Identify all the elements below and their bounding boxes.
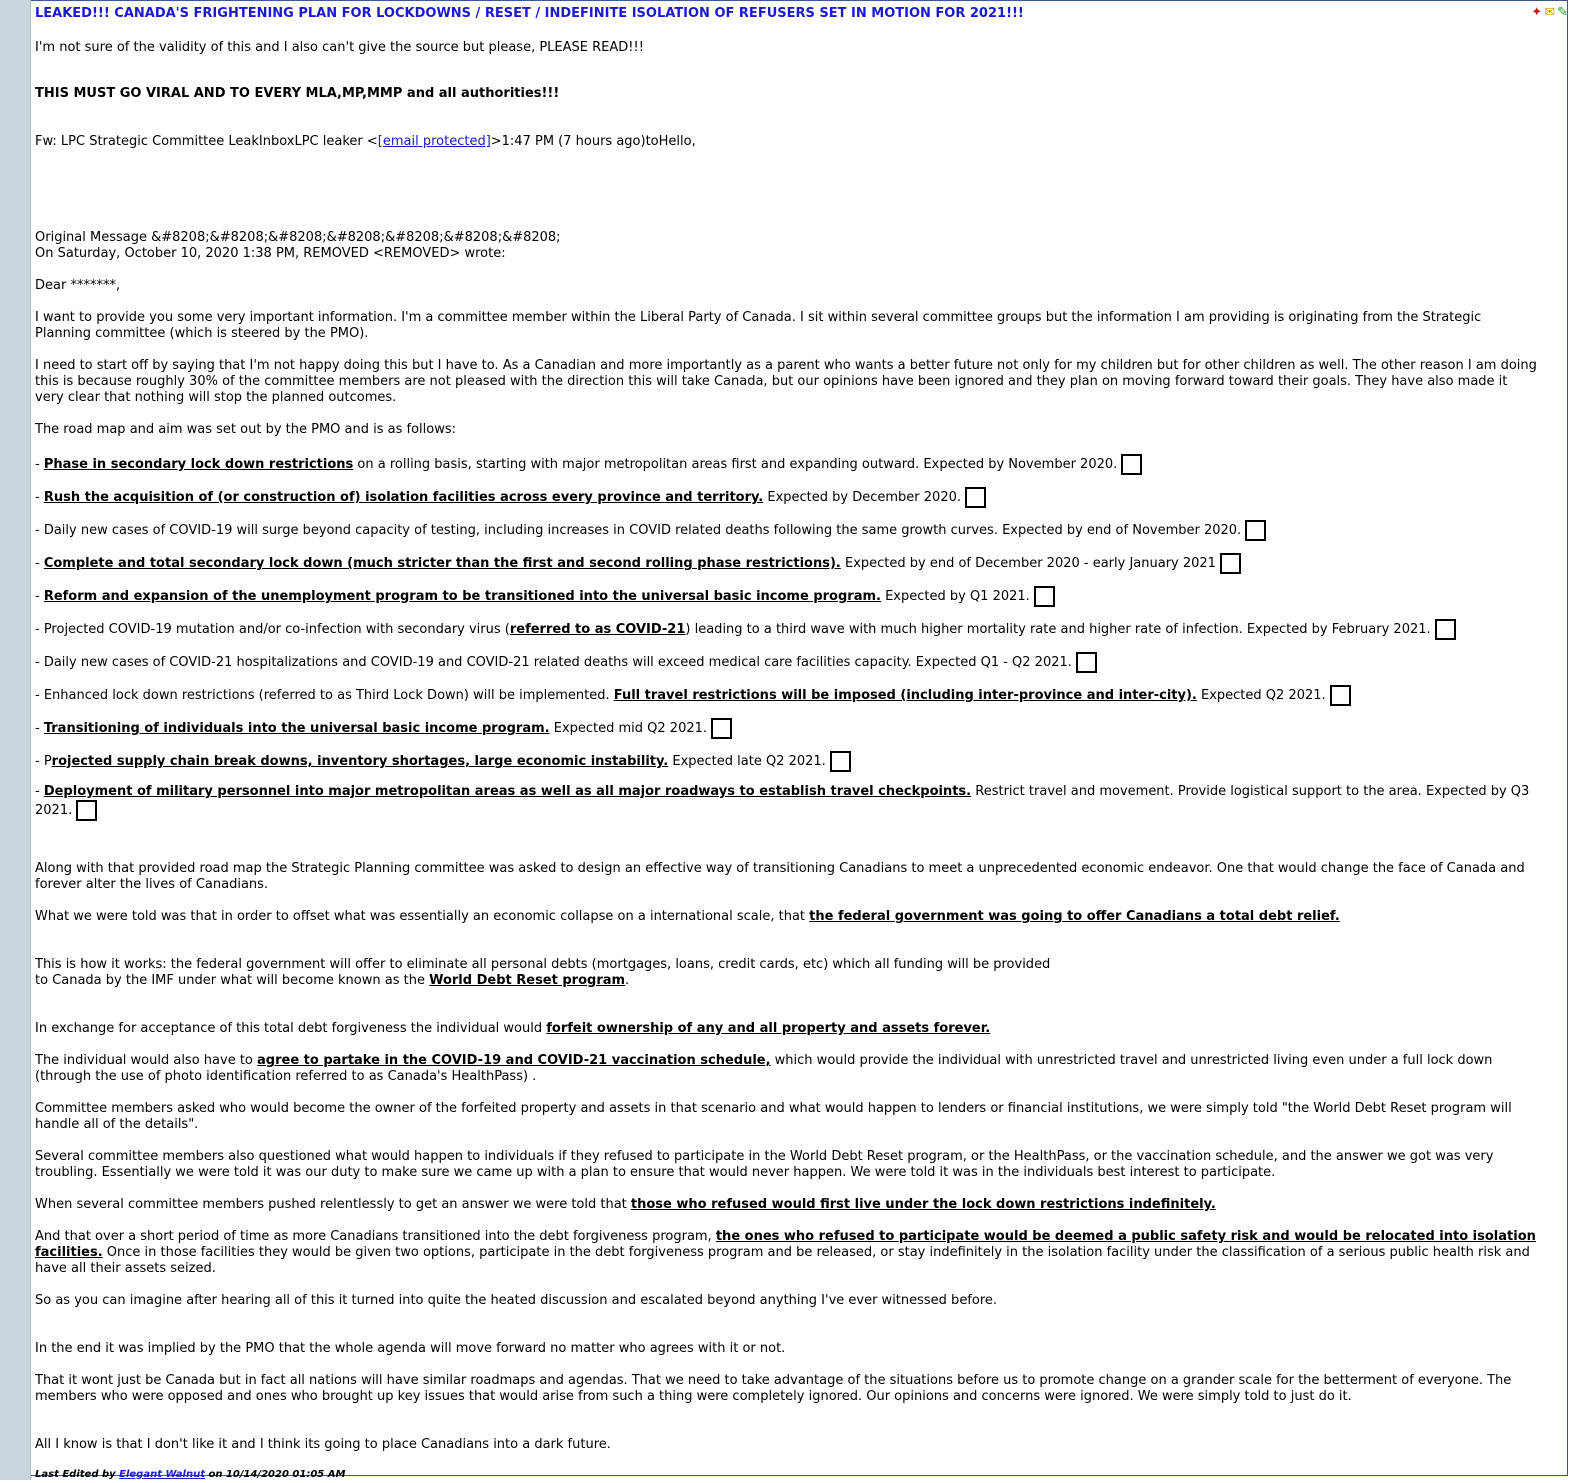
post-title: LEAKED!!! CANADA'S FRIGHTENING PLAN FOR LOCKDOWNS / RESET / INDEFINITE ISOLATION OF REFUSERS SET IN MOTION FOR 2021!!! — [35, 6, 1024, 21]
checkbox[interactable] — [1330, 685, 1351, 706]
roadmap-item: - Deployment of military personnel into major metropolitan areas as well as all major roadways to establish travel checkpoints. Restrict travel and movement. Provide logistical support to the area. Expected by Q3 2021. — [35, 784, 1540, 821]
roadmap-item: - Daily new cases of COVID-21 hospitalizations and COVID-19 and COVID-21 related deaths will exceed medical care facilities capacity. Expected Q1 - Q2 2021. — [35, 652, 1540, 673]
viral-text: THIS MUST GO VIRAL AND TO EVERY MLA,MP,MMP and all authorities!!! — [35, 86, 560, 101]
checkbox[interactable] — [1076, 652, 1097, 673]
paragraph-9: Committee members asked who would become the owner of the forfeited property and assets in that scenario and what would happen to lenders or financial institutions, we were simply told "the World Debt Reset program will handle all of the details". — [35, 1101, 1512, 1132]
roadmap-item: - Complete and total secondary lock down (much stricter than the first and second rolling phase restrictions). Expected by end of December 2020 - early January 2021 — [35, 553, 1540, 574]
paragraph-5: What we were told was that in order to offset what was essentially an economic collapse on a international scale, that the federal government was going to offer Canadians a total debt relief. — [35, 909, 1340, 924]
roadmap-item: - Enhanced lock down restrictions (referred to as Third Lock Down) will be implemented. Full travel restrictions will be imposed (including inter-province and inter-city). Expected Q2 2021. — [35, 685, 1540, 706]
roadmap-item: - Daily new cases of COVID-19 will surge beyond capacity of testing, including increases in COVID related deaths following the same growth curves. Expected by end of November 2020. — [35, 520, 1540, 541]
post-body — [35, 5, 1543, 1483]
author-link[interactable]: Elegant Walnut — [119, 1469, 205, 1480]
paragraph-13: So as you can imagine after hearing all of this it turned into quite the heated discussion and escalated beyond anything I've ever witnessed before. — [35, 1293, 998, 1308]
paragraph-10: Several committee members also questioned what would happen to individuals if they refused to participate in the World Debt Reset program, or the HealthPass, or the vaccination schedule, and the answer we got was very troubling. Essentially we were told it was our duty to make sure we came up with a plan to ensure that would never happen. We were told it was in the individuals best interest to participate. — [35, 1149, 1494, 1180]
checkbox[interactable] — [1435, 619, 1456, 640]
roadmap-item: - Transitioning of individuals into the universal basic income program. Expected mid Q2 2021. — [35, 718, 1540, 739]
paragraph-1: I want to provide you some very important information. I'm a committee member within the Liberal Party of Canada. I sit within several committee groups but the information I am providing is originating from the Strategic Planning committee (which is steered by the PMO). — [35, 310, 1482, 341]
roadmap-item: - Projected COVID-19 mutation and/or co-infection with secondary virus (referred to as COVID-21) leading to a third wave with much higher mortality rate and higher rate of infection. Expected by February 2021. — [35, 619, 1540, 640]
checkbox[interactable] — [1220, 553, 1241, 574]
original-message: Original Message &#8208;&#8208;&#8208;&#8208;&#8208;&#8208;&#8208; On Saturday, October 10, 2020 1:38 PM, REMOVED <REMOVED> wrote: — [35, 230, 561, 261]
checkbox[interactable] — [1245, 520, 1266, 541]
quote-icon[interactable]: ✉ — [1544, 5, 1556, 20]
paragraph-2: I need to start off by saying that I'm not happy doing this but I have to. As a Canadian and more importantly as a parent who wants a better future not only for my children but for other children as well. The other reason I am doing this is because roughly 30% of the committee members are not pleased with the direction this will take Canada, but our opinions have been ignored and they plan on moving forward toward their goals. They have also made it very clear that nothing will stop the planned outcomes. — [35, 358, 1537, 405]
paragraph-6: This is how it works: the federal government will offer to eliminate all personal debts (mortgages, loans, credit cards, etc) which all funding will be provided to Canada by the IMF under what will become known as the World Debt Reset program. — [35, 957, 1051, 988]
paragraph-15: That it wont just be Canada but in fact all nations will have similar roadmaps and agendas. That we need to take advantage of the situations before us to promote change on a grander scale for the betterment of everyone. The members who were opposed and ones who brought up key issues that would arise from such a thing were completely ignored. Our opinions and concerns were ignored. We were simply told to just do it. — [35, 1373, 1512, 1404]
left-sidebar — [0, 0, 31, 1480]
paragraph-7: In exchange for acceptance of this total debt forgiveness the individual would forfeit ownership of any and all property and assets forever. — [35, 1021, 991, 1036]
reply-icon[interactable]: ✎ — [1557, 5, 1568, 20]
last-edited: Last Edited by Elegant Walnut on 10/14/2020 01:05 AM — [35, 1469, 346, 1480]
paragraph-12: And that over a short period of time as more Canadians transitioned into the debt forgiveness program, the ones who refused to participate would be deemed a public safety risk and would be relocated into isolation facilities. Once in those facilities they would be given two options, participate in the debt forgiveness program and be released, or stay indefinitely in the isolation facility under the classification of a serious public health risk and have all their assets seized. — [35, 1229, 1536, 1276]
paragraph-8: The individual would also have to agree to partake in the COVID-19 and COVID-21 vaccination schedule, which would provide the individual with unrestricted travel and unrestricted living even under a full lock down (through the use of photo identification referred to as Canada's HealthPass) . — [35, 1053, 1493, 1084]
checkbox[interactable] — [76, 800, 97, 821]
paragraph-4: Along with that provided road map the Strategic Planning committee was asked to design an effective way of transitioning Canadians to meet a unprecedented economic endeavor. One that would change the face of Canada and forever alter the lives of Canadians. — [35, 861, 1525, 892]
roadmap-item: - Reform and expansion of the unemployment program to be transitioned into the universal basic income program. Expected by Q1 2021. — [35, 586, 1540, 607]
paragraph-16: All I know is that I don't like it and I think its going to place Canadians into a dark future. — [35, 1437, 611, 1452]
roadmap-item: - Projected supply chain break downs, inventory shortages, large economic instability. Expected late Q2 2021. — [35, 751, 1540, 772]
paragraph-3: The road map and aim was set out by the PMO and is as follows: — [35, 422, 457, 437]
roadmap-list — [35, 454, 1540, 821]
greeting: Dear *******, — [35, 278, 121, 293]
email-link[interactable]: [email protected] — [377, 134, 491, 149]
roadmap-item: - Phase in secondary lock down restrictions on a rolling basis, starting with major metropolitan areas first and expanding outward. Expected by November 2020. — [35, 454, 1540, 475]
checkbox[interactable] — [830, 751, 851, 772]
checkbox[interactable] — [1121, 454, 1142, 475]
paragraph-14: In the end it was implied by the PMO that the whole agenda will move forward no matter who agrees with it or not. — [35, 1341, 786, 1356]
checkbox[interactable] — [1034, 586, 1055, 607]
paragraph-11: When several committee members pushed relentlessly to get an answer we were told that those who refused would first live under the lock down restrictions indefinitely. — [35, 1197, 1216, 1212]
spacer — [35, 166, 1540, 230]
checkbox[interactable] — [965, 487, 986, 508]
pin-icon[interactable]: ✦ — [1531, 5, 1543, 20]
intro-text: I'm not sure of the validity of this and I also can't give the source but please, PLEASE READ!!! — [35, 40, 644, 55]
forward-line: Fw: LPC Strategic Committee LeakInboxLPC leaker <[email protected]>1:47 PM (7 hours ago)toHello, — [35, 134, 696, 149]
checkbox[interactable] — [711, 718, 732, 739]
roadmap-item: - Rush the acquisition of (or construction of) isolation facilities across every province and territory. Expected by December 2020. — [35, 487, 1540, 508]
